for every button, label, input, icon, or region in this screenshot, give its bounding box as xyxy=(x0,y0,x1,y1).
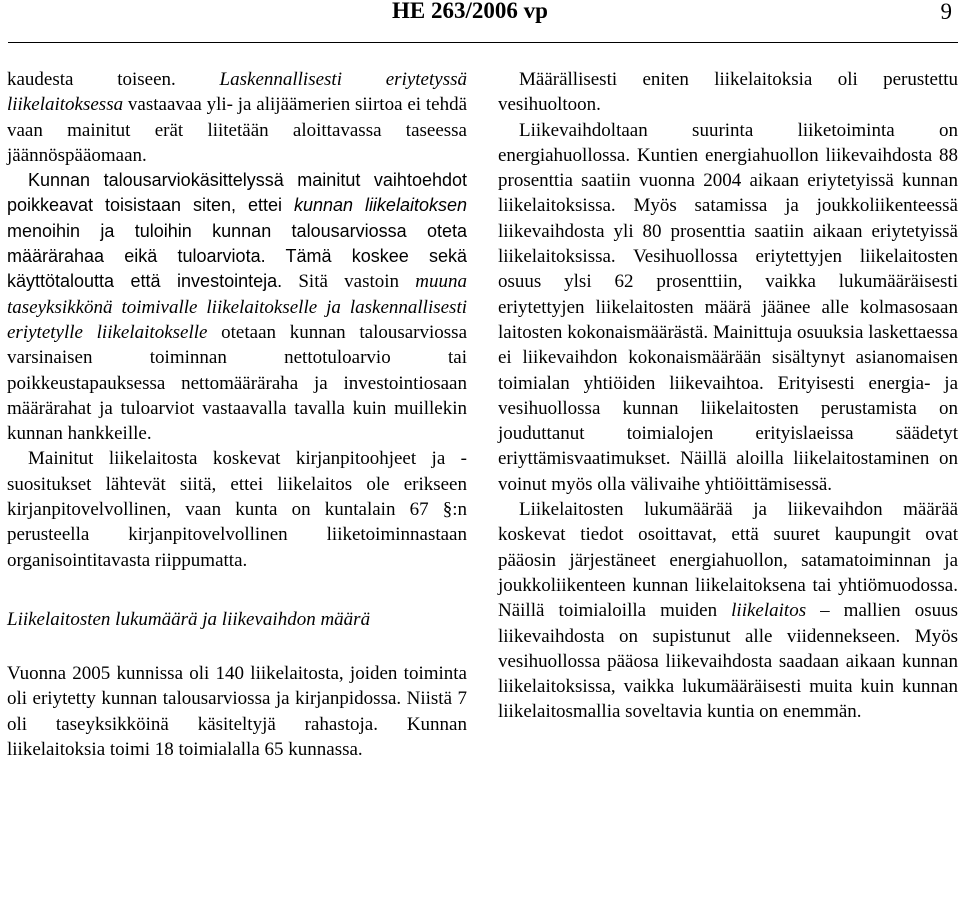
text-run: menoihin ja tuloihin kunnan talousarviossa oteta määrärahaa eikä tuloarviota. Tämä koskee sekä käyttötaloutta että investointeja. xyxy=(7,220,467,292)
text-run-italic: liikelaitos xyxy=(731,600,807,622)
right-paragraph-1: Määrällisesti eniten liikelaitoksia oli perustettu vesihuoltoon. xyxy=(498,69,958,116)
text-run: Liikelaitosten lukumäärää ja liikevaihdon määrää koskevat tiedot osoittavat, että suuret kaupungit ovat pääosin järjestäneet energiahuollon, satamatoiminnan ja joukkoliikenteen kunnan liikelaitoksena tai yhtiömuodossa. Näillä toimialoilla muiden xyxy=(498,499,958,622)
left-paragraph-1 xyxy=(7,67,467,168)
left-column xyxy=(7,67,467,762)
text-run-italic: muuna taseyksikkönä toimivalle liikelaitokselle ja laskennallisesti eriytetylle liikelaitokselle xyxy=(7,271,467,343)
text-run: vastaavaa yli- ja alijäämerien siirtoa ei tehdä vaan mainitut erät liitetään aloittavassa taseessa jäännöspääomaan. xyxy=(7,94,467,166)
right-paragraph-3 xyxy=(498,497,958,725)
left-paragraph-4: Vuonna 2005 kunnissa oli 140 liikelaitosta, joiden toiminta oli eriytetty kunnan talousarviossa ja kirjanpidossa. Niistä 7 oli taseyksikköinä käsiteltyjä rahastoja. Kunnan liikelaitoksia toimi 18 toimialalla 65 kunnassa. xyxy=(7,662,467,760)
text-run-italic: Laskennallisesti eriytetyssä liikelaitoksessa xyxy=(7,69,467,116)
left-paragraph-3: Mainitut liikelaitosta koskevat kirjanpitoohjeet ja -suositukset lähtevät siitä, ettei liikelaitos ole erikseen kirjanpitovelvollinen, vaan kunta on kuntalain 67 §:n perusteella kirjanpitovelvollinen liiketoiminnastaan organisointitavasta riippumatta. xyxy=(7,448,467,571)
text-run: – mallien osuus liikevaihdosta on supistunut alle viidennekseen. Myös vesihuollossa pääosa liikevaihdosta saadaan aikaan kunnan liikelaitoksissa, vaikka lukumääräisesti muita kuin kunnan liikelaitosmallia soveltavia kuntia on enemmän. xyxy=(498,600,958,723)
right-paragraph-2: Liikevaihdoltaan suurinta liiketoiminta on energiahuollossa. Kuntien energiahuollon liikevaihdosta 88 prosenttia saatiin vuonna 2004 aikaan eriytetyissä kunnan liikelaitoksissa. Myös satamissa ja joukkoliikenteessä liikevaihdosta yli 80 prosenttia saatiin aikaan eriytetyissä liikelaitoksissa. Vesihuollossa eriytettyjen liikelaitosten osuus ylsi 62 prosenttiin, vaikka lukumääräisesti eriytettyjen liikelaitosten määrä jäänee alle kolmasosaan laitosten kokonaismäärästä. Mainittuja osuuksia laskettaessa ei liikevaihdon kokonaismäärään sisältynyt asianomaisen toimialan yhtiöiden liikevaihtoa. Erityisesti energia- ja vesihuollossa kunnan liikelaitosten perustamista on jouduttanut toimialojen erityislaeissa säädetyt eriyttämisvaatimukset. Näillä aloilla liikelaitostaminen on voinut myös olla välivaihe yhtiöittämisessä. xyxy=(498,119,958,495)
page-number: 9 xyxy=(940,0,952,24)
left-paragraph-2 xyxy=(7,168,467,446)
text-run: Kunnan talousarviokäsittelyssä mainitut vaihtoehdot poikkeavat toisistaan siten, ettei xyxy=(7,170,467,216)
text-run: Sitä vastoin xyxy=(282,271,416,293)
section-heading: Liikelaitosten lukumäärä ja liikevaihdon määrä xyxy=(7,608,371,630)
text-run: kaudesta toiseen. xyxy=(7,69,220,90)
right-column xyxy=(498,67,958,725)
text-run-italic: kunnan liikelaitoksen xyxy=(293,195,467,216)
text-run: otetaan kunnan talousarviossa varsinaisen toiminnan nettotuloarvio tai poikkeustapauksessa nettomääräraha ja investointiosaan määrärahat ja tuloarviot vastaavalla tavalla kuin muillekin kunnan hankkeille. xyxy=(7,321,467,445)
document-id: HE 263/2006 vp xyxy=(392,0,548,23)
page-header xyxy=(0,0,960,40)
header-rule xyxy=(8,42,958,43)
